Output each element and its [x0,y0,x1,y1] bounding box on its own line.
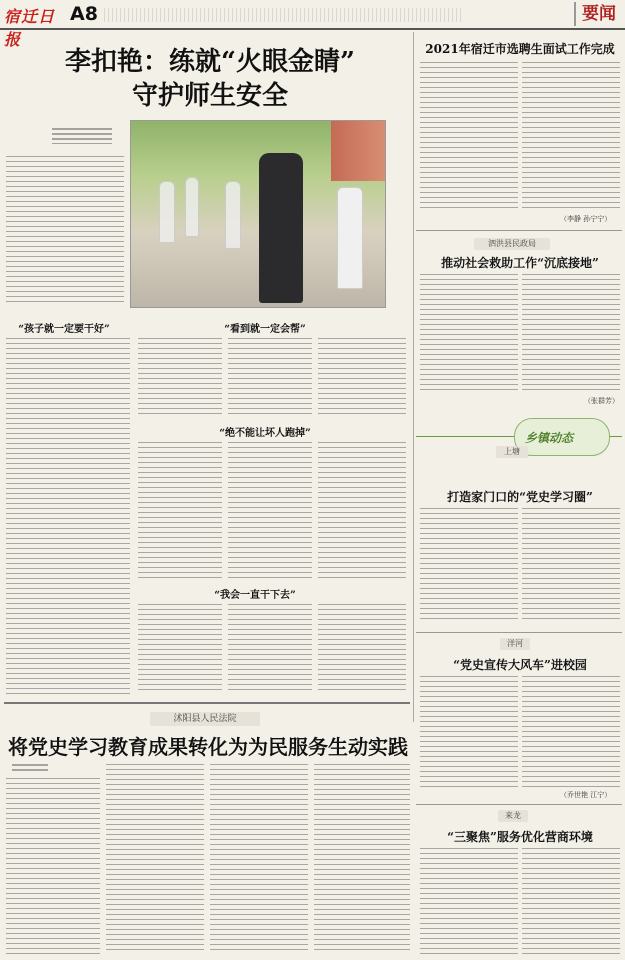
body-column-4c [318,604,406,694]
item1-kicker: 上塘 [496,446,528,458]
body-column-2b [138,442,222,580]
bottom-column-3 [210,764,308,954]
item2-column-1 [420,676,518,788]
body-column-2c [138,604,222,694]
bottom-column-4 [314,764,410,954]
item3-column-2 [522,848,620,954]
feature-photo [130,120,386,308]
article1-column-1 [420,62,518,210]
bottom-title: 将党史学习教育成果转化为为民服务生动实践 [8,735,408,759]
section-divider [4,702,410,704]
photo-student [185,177,199,237]
header-date-bar [104,8,464,22]
item1-column-1 [420,508,518,620]
right-divider-3 [416,804,622,805]
intro-text [6,156,124,302]
body-column-2 [138,338,222,418]
section-title: 要闻 [574,2,622,26]
body-column-3 [228,338,312,418]
item2-kicker: 洋河 [500,638,530,650]
item1-column-2 [522,508,620,620]
item2-title: “党史宣传大风车”进校园 [453,658,587,672]
subhead-1: “孩子就一定要干好” [18,324,110,335]
column-badge-label: 乡镇动态 [525,431,574,445]
right-divider-1 [416,230,622,231]
body-column-3b [228,442,312,580]
photo-security-guard [259,153,303,303]
article2-column-2 [522,274,620,394]
byline [52,128,112,144]
article2-kicker: 泗洪县民政局 [474,238,550,250]
photo-student [225,181,241,249]
photo-student [159,181,175,243]
subhead-4: “我会一直干下去” [214,590,296,601]
body-column-3c [228,604,312,694]
article2-column-1 [420,274,518,394]
bottom-byline [12,764,48,774]
item1-title: 打造家门口的“党史学习圈” [447,490,593,504]
item3-title: “三聚焦”服务优化营商环境 [447,830,593,844]
article2-title: 推动社会救助工作“沉底接地” [441,256,599,270]
main-title-line2: 守护师生安全 [131,81,288,111]
item2-credit: （乔世艳 江宁） [560,791,612,799]
masthead-logo: 宿迁日报 [4,7,56,49]
body-column-1 [6,338,130,694]
item3-column-1 [420,848,518,954]
article1-credit: （李静 孙宁宁） [560,215,612,223]
bottom-column-1 [6,778,100,954]
right-divider-2 [416,632,622,633]
column-divider [413,32,414,722]
main-title-line1: 李扣艳：练就“火眼金睛” [65,47,355,77]
body-column-4 [318,338,406,418]
page-number: A8 [70,3,98,25]
article1-column-2 [522,62,620,210]
subhead-2: “看到就一定会帮” [224,324,306,335]
photo-student [337,187,363,289]
body-column-4b [318,442,406,580]
bottom-kicker: 沭阳县人民法院 [150,712,260,726]
article1-title: 2021年宿迁市选聘生面试工作完成 [425,42,615,56]
header-divider [0,28,625,30]
article2-credit: （张群芳） [584,397,619,405]
item3-kicker: 来龙 [498,810,528,822]
photo-building [331,121,385,181]
column-badge [514,418,610,456]
subhead-3: “绝不能让坏人跑掉” [219,428,311,439]
bottom-column-2 [106,764,204,954]
item2-column-2 [522,676,620,788]
